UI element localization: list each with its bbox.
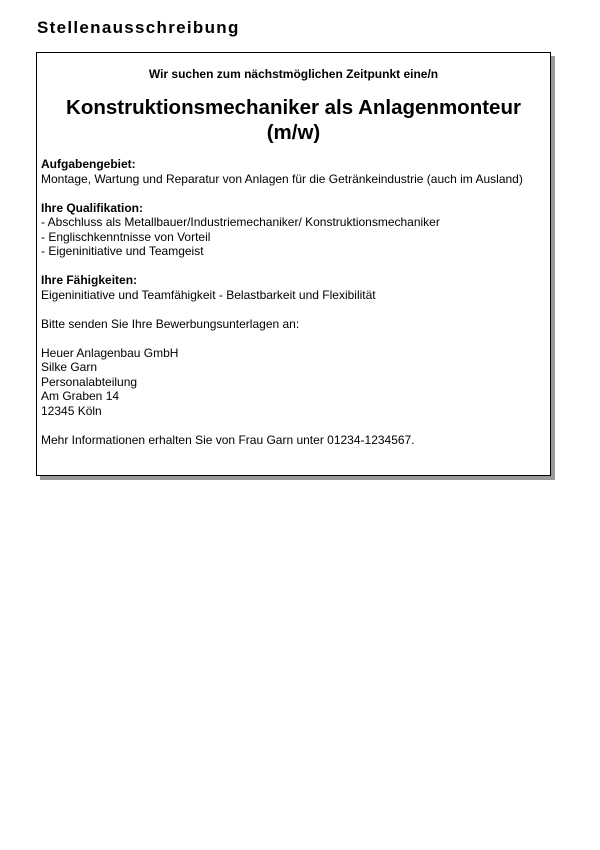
address-city: 12345 Köln <box>41 403 102 418</box>
job-title-line-1: Konstruktionsmechaniker als Anlagenmonteur <box>66 96 521 119</box>
list-item: - Eigeninitiative und Teamgeist <box>41 244 204 258</box>
job-title-line-2: (m/w) <box>266 121 321 144</box>
ad-body <box>41 157 542 462</box>
ad-intro: Wir suchen zum nächstmöglichen Zeitpunkt eine/n <box>148 67 439 81</box>
address-contact: Silke Garn <box>41 360 98 374</box>
section-text: Montage, Wartung und Reparatur von Anlagen für die Getränkeindustrie (auch im Ausland) <box>41 171 523 186</box>
page-title: Stellenausschreibung <box>37 18 240 37</box>
section-heading: Aufgabengebiet: <box>41 157 136 171</box>
section-text: Eigeninitiative und Teamfähigkeit - Belastbarkeit und Flexibilität <box>41 287 376 302</box>
more-info-text: Mehr Informationen erhalten Sie von Frau Garn unter 01234-1234567. <box>41 432 415 447</box>
job-ad-box <box>36 52 551 476</box>
job-title <box>37 95 550 145</box>
section-qualifikation <box>41 201 542 259</box>
application-prompt <box>41 317 542 332</box>
application-prompt-text: Bitte senden Sie Ihre Bewerbungsunterlagen an: <box>41 316 300 331</box>
more-info <box>41 433 542 448</box>
address-company: Heuer Anlagenbau GmbH <box>41 345 179 360</box>
address-street: Am Graben 14 <box>41 389 120 403</box>
list-item: - Englischkenntnisse von Vorteil <box>41 229 211 244</box>
section-heading: Ihre Fähigkeiten: <box>41 273 138 287</box>
section-faehigkeiten <box>41 273 542 302</box>
address-department: Personalabteilung <box>41 374 138 389</box>
address-block <box>41 346 542 419</box>
section-heading: Ihre Qualifikation: <box>41 200 144 215</box>
section-aufgabengebiet <box>41 157 542 186</box>
list-item: - Abschluss als Metallbauer/Industriemechaniker/ Konstruktionsmechaniker <box>41 215 440 229</box>
